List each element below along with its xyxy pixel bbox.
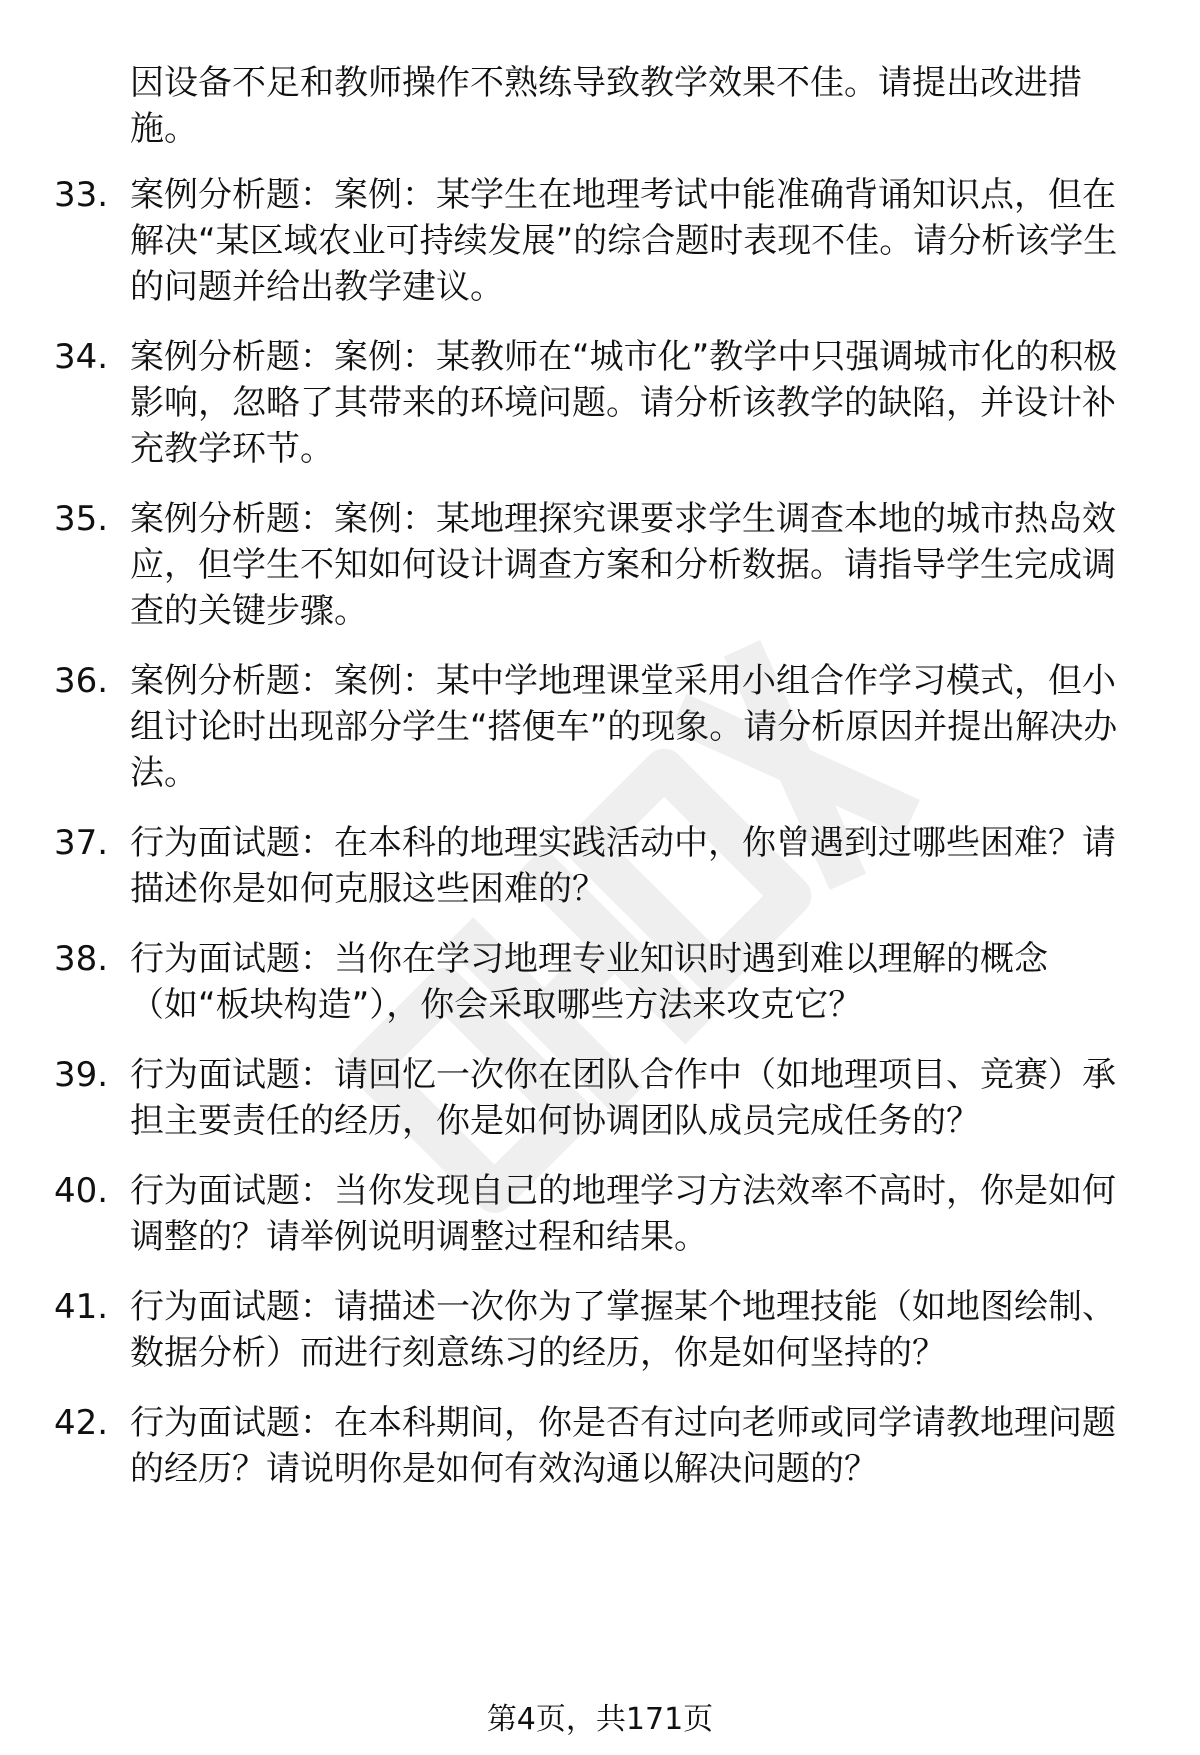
question-item — [54, 1052, 1144, 1144]
question-number: 41. — [54, 1287, 109, 1327]
question-text: 案例分析题：案例：某地理探究课要求学生调查本地的城市热岛效应，但学生不知如何设计调查方案和分析数据。请指导学生完成调查的关键步骤。 — [130, 499, 1116, 631]
question-item — [54, 334, 1144, 472]
question-text: 案例分析题：案例：某教师在“城市化”教学中只强调城市化的积极影响，忽略了其带来的环境问题。请分析该教学的缺陷，并设计补充教学环节。 — [130, 337, 1118, 469]
continuation-text: 因设备不足和教师操作不熟练导致教学效果不佳。请提出改进措施。 — [130, 63, 1082, 149]
question-item — [54, 658, 1144, 796]
page-number: 第4页，共171页 — [486, 1702, 714, 1737]
question-number: 39. — [54, 1055, 109, 1095]
question-text: 行为面试题：请回忆一次你在团队合作中（如地理项目、竞赛）承担主要责任的经历，你是如何协调团队成员完成任务的？ — [130, 1055, 1116, 1141]
question-text: 行为面试题：请描述一次你为了掌握某个地理技能（如地图绘制、数据分析）而进行刻意练习的经历，你是如何坚持的？ — [130, 1287, 1116, 1373]
question-number: 34. — [54, 337, 109, 377]
question-text: 行为面试题：在本科期间，你是否有过向老师或同学请教地理问题的经历？请说明你是如何有效沟通以解决问题的？ — [130, 1403, 1116, 1489]
question-text: 行为面试题：在本科的地理实践活动中，你曾遇到过哪些困难？请描述你是如何克服这些困难的？ — [130, 823, 1116, 909]
question-item — [54, 1284, 1144, 1376]
question-number: 38. — [54, 939, 109, 979]
question-number: 42. — [54, 1403, 109, 1443]
question-text: 案例分析题：案例：某学生在地理考试中能准确背诵知识点，但在解决“某区域农业可持续发展”的综合题时表现不佳。请分析该学生的问题并给出教学建议。 — [130, 175, 1118, 307]
question-item — [54, 172, 1144, 310]
question-item — [54, 936, 1144, 1028]
question-number: 33. — [54, 175, 109, 215]
question-text: 行为面试题：当你发现自己的地理学习方法效率不高时，你是如何调整的？请举例说明调整过程和结果。 — [130, 1171, 1116, 1257]
question-number: 36. — [54, 661, 109, 701]
question-text: 案例分析题：案例：某中学地理课堂采用小组合作学习模式，但小组讨论时出现部分学生“搭便车”的现象。请分析原因并提出解决办法。 — [130, 661, 1118, 793]
question-item — [54, 496, 1144, 634]
question-item — [54, 820, 1144, 912]
question-text: 行为面试题：当你在学习地理专业知识时遇到难以理解的概念（如“板块构造”），你会采取哪些方法来攻克它？ — [130, 939, 1048, 1025]
question-number: 37. — [54, 823, 109, 863]
question-item — [54, 1168, 1144, 1260]
question-number: 35. — [54, 499, 109, 539]
question-number: 40. — [54, 1171, 109, 1211]
question-item — [54, 1400, 1144, 1492]
